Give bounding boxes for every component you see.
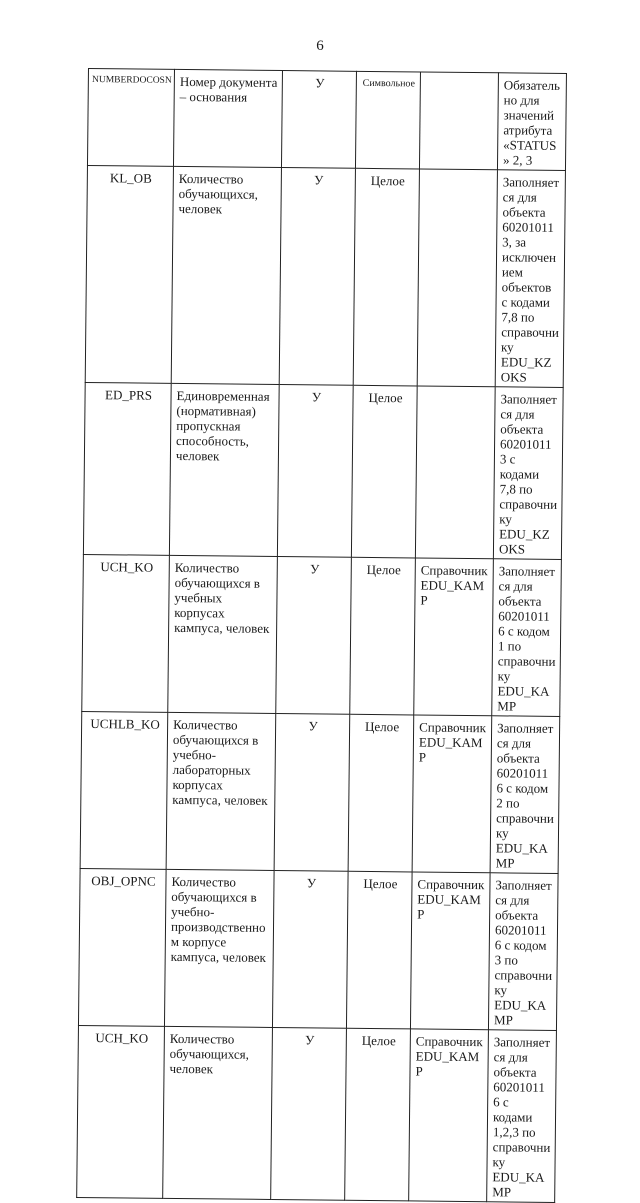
attribute-reference [417, 169, 497, 387]
attribute-type: Целое [345, 1028, 411, 1201]
attribute-code: UCH_KO [77, 1025, 165, 1198]
attribute-reference: Справочник EDU_KAMP [412, 715, 492, 873]
attribute-name: Единовременная (нормативная) пропускная способность, человек [169, 383, 279, 556]
attribute-note: Заполняется для объекта 602010116 с кодом 3 по справочнику EDU_KAMP [488, 873, 558, 1031]
attribute-reference [419, 72, 498, 170]
attribute-code: UCHLB_KO [80, 711, 168, 869]
page-number: 6 [316, 38, 324, 54]
attribute-name: Количество обучающихся, человек [163, 1026, 273, 1199]
attribute-type: Целое [346, 871, 412, 1029]
attribute-requirement: У [272, 870, 348, 1028]
attribute-code: ED_PRS [83, 382, 171, 555]
table-row [82, 554, 562, 716]
attribute-requirement: У [271, 1027, 347, 1200]
attribute-note: Заполняется для объекта 602010116 с кодом 1 по справочнику EDU_KAMP [492, 559, 562, 717]
table-row [85, 165, 565, 387]
attribute-code: OBJ_OPNC [78, 868, 166, 1026]
attribute-type: Целое [351, 385, 417, 558]
attribute-reference: Справочник EDU_KAMP [409, 1029, 489, 1202]
attribute-note: Заполняется для объекта 602010116 с кодами 1,2,3 по справочнику EDU_KAMP [487, 1030, 557, 1203]
attribute-requirement: У [274, 714, 350, 872]
attribute-requirement: У [276, 557, 352, 715]
attribute-reference: Справочник EDU_KAMP [410, 872, 490, 1030]
table-row [87, 69, 566, 171]
attribute-requirement: У [281, 71, 356, 169]
attribute-name: Количество обучающихся, человек [171, 166, 281, 384]
attribute-name: Количество обучающихся в учебно-производственном корпусе кампуса, человек [164, 869, 274, 1027]
attribute-table [76, 68, 567, 1203]
table-row [80, 711, 560, 873]
attribute-type: Символьное [355, 71, 420, 169]
attribute-note: Заполняется для объекта 602010113, за исключением объектов с кодами 7,8 по справочнику EDU_KZOKS [495, 170, 565, 388]
attribute-note: Обязательно для значений атрибута «STATUS» 2, 3 [497, 73, 566, 171]
attribute-code: KL_OB [85, 165, 173, 383]
attribute-type: Целое [353, 168, 419, 386]
attribute-note: Заполняется для объекта 602010113 с кодами 7,8 по справочнику EDU_KZOKS [493, 387, 563, 560]
attribute-type: Целое [350, 557, 416, 715]
table-row [83, 382, 563, 559]
attribute-code: UCH_KO [82, 554, 170, 712]
attribute-reference: Справочник EDU_KAMP [414, 558, 494, 716]
attribute-requirement: У [277, 385, 353, 558]
attribute-type: Целое [348, 714, 414, 872]
attribute-name: Количество обучающихся в учебно-лабораторных корпусах кампуса, человек [166, 712, 276, 870]
table-row [77, 1025, 557, 1202]
attribute-name: Номер документа – основания [173, 69, 282, 167]
attribute-code: NUMBERDOCOSN [87, 69, 174, 167]
attribute-name: Количество обучающихся в учебных корпусах кампуса, человек [168, 555, 278, 713]
attribute-reference [415, 386, 495, 559]
table-row [78, 868, 558, 1030]
attribute-requirement: У [279, 168, 355, 386]
attribute-note: Заполняется для объекта 602010116 с кодом 2 по справочнику EDU_KAMP [490, 716, 560, 874]
